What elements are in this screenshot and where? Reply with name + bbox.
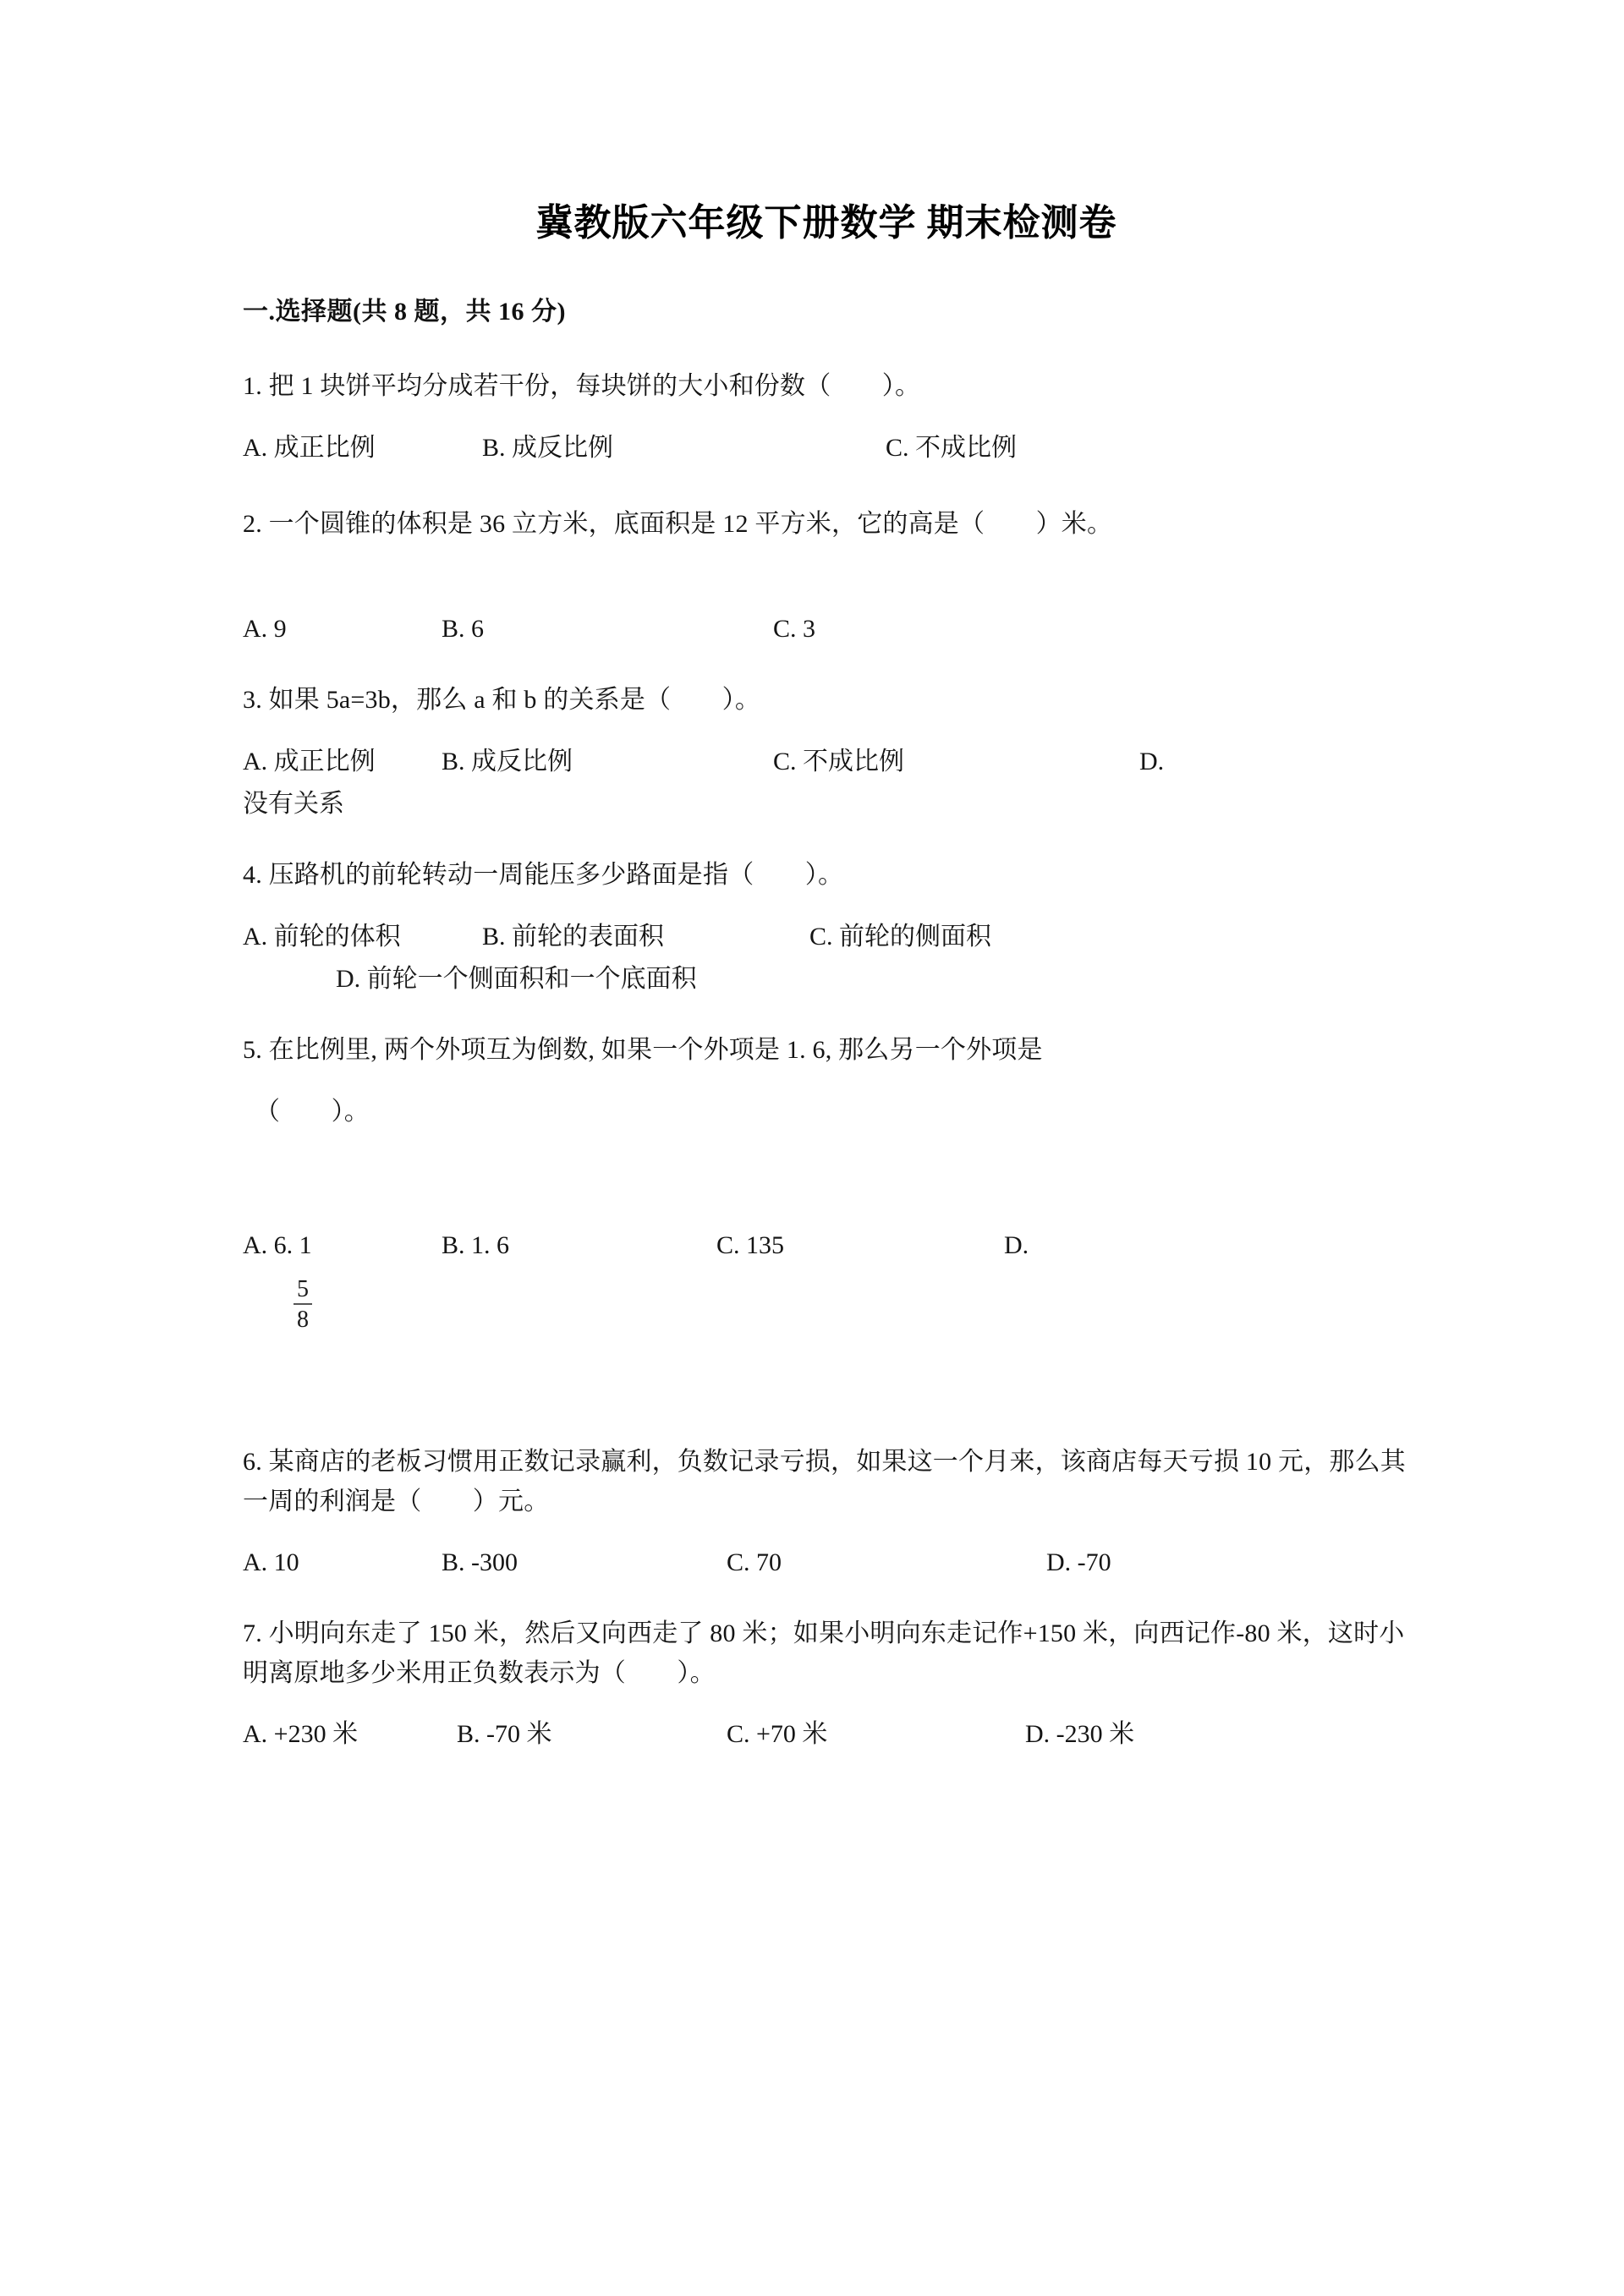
question-4-option-c[interactable]: C. 前轮的侧面积	[809, 922, 992, 951]
question-7-text: 7. 小明向东走了 150 米，然后又向西走了 80 米；如果小明向东走记作+150 米，向西记作-80 米，这时小明离原地多少米用正负数表示为（ ）。	[243, 1619, 1405, 1687]
question-4-options	[243, 918, 1410, 956]
question-7-option-a[interactable]: A. +230 米	[243, 1720, 359, 1748]
spacer	[243, 544, 1410, 588]
question-5-option-d-value	[243, 1265, 1410, 1392]
question-6-option-d[interactable]: D. -70	[1046, 1548, 1111, 1576]
question-1-option-b[interactable]: B. 成反比例	[482, 433, 614, 462]
question-2-option-c[interactable]: C. 3	[773, 615, 816, 643]
question-7	[243, 1614, 1410, 1754]
question-6-option-c[interactable]: C. 70	[727, 1548, 782, 1576]
page-title: 冀教版六年级下册数学 期末检测卷	[535, 202, 1117, 244]
question-5-option-c[interactable]: C. 135	[716, 1231, 785, 1259]
question-6-text: 6. 某商店的老板习惯用正数记录赢利，负数记录亏损，如果这一个月来，该商店每天亏损 10 元，那么其一周的利润是（ ）元。	[243, 1448, 1406, 1515]
question-2-option-b[interactable]: B. 6	[442, 615, 485, 643]
question-1-option-c[interactable]: C. 不成比例	[886, 433, 1018, 462]
question-4	[243, 856, 1410, 999]
question-1-option-a[interactable]: A. 成正比例	[243, 433, 376, 462]
question-2-text: 2. 一个圆锥的体积是 36 立方米，底面积是 12 平方米，它的高是（ ）米。	[243, 509, 1113, 538]
question-6-option-b[interactable]: B. -300	[442, 1548, 518, 1576]
question-7-option-c[interactable]: C. +70 米	[727, 1720, 828, 1748]
question-5-text-line-2: （ ）。	[255, 1097, 370, 1126]
question-5-options	[243, 1226, 1410, 1265]
question-6-option-a[interactable]: A. 10	[243, 1548, 299, 1576]
question-6	[243, 1443, 1410, 1582]
question-2-options	[243, 610, 1410, 649]
question-5	[243, 1031, 1410, 1392]
document-body	[243, 0, 1410, 1754]
question-3-option-d[interactable]: D.	[1139, 747, 1165, 775]
fraction-bar	[294, 1303, 312, 1305]
question-5-option-d[interactable]: D.	[1004, 1231, 1029, 1259]
question-2-option-a[interactable]: A. 9	[243, 615, 287, 643]
question-5-text-line-1: 5. 在比例里, 两个外项互为倒数, 如果一个外项是 1. 6, 那么另一个外项是	[243, 1036, 1043, 1064]
section-heading-choice: 一.选择题(共 8 题，共 16 分)	[243, 298, 566, 326]
question-1-text: 1. 把 1 块饼平均分成若干份，每块饼的大小和份数（ ）。	[243, 372, 921, 400]
question-3-option-d-continuation[interactable]: 没有关系	[243, 789, 344, 818]
question-6-options	[243, 1543, 1410, 1582]
question-3-text: 3. 如果 5a=3b，那么 a 和 b 的关系是（ ）。	[243, 686, 761, 714]
spacer	[243, 1071, 1410, 1093]
question-5-option-b[interactable]: B. 1. 6	[442, 1231, 510, 1259]
spacer	[243, 1132, 1410, 1204]
question-4-option-a[interactable]: A. 前轮的体积	[243, 922, 401, 951]
question-5-option-a[interactable]: A. 6. 1	[243, 1231, 312, 1259]
fraction-five-eighths	[294, 1277, 312, 1333]
question-3-option-a[interactable]: A. 成正比例	[243, 747, 376, 775]
question-3-options	[243, 743, 1410, 781]
question-3-option-b[interactable]: B. 成反比例	[442, 747, 573, 775]
question-1	[243, 367, 1410, 468]
fraction-numerator: 5	[297, 1276, 309, 1302]
question-3	[243, 681, 1410, 824]
question-1-options	[243, 429, 1410, 468]
question-7-options	[243, 1715, 1410, 1754]
question-2	[243, 505, 1410, 649]
question-4-option-b[interactable]: B. 前轮的表面积	[482, 922, 665, 951]
question-4-text: 4. 压路机的前轮转动一周能压多少路面是指（ ）。	[243, 861, 844, 889]
question-7-option-d[interactable]: D. -230 米	[1025, 1720, 1135, 1748]
question-3-option-c[interactable]: C. 不成比例	[773, 747, 905, 775]
fraction-denominator: 8	[297, 1307, 309, 1334]
question-7-option-b[interactable]: B. -70 米	[457, 1720, 552, 1748]
question-4-option-d[interactable]: D. 前轮一个侧面积和一个底面积	[336, 964, 697, 993]
